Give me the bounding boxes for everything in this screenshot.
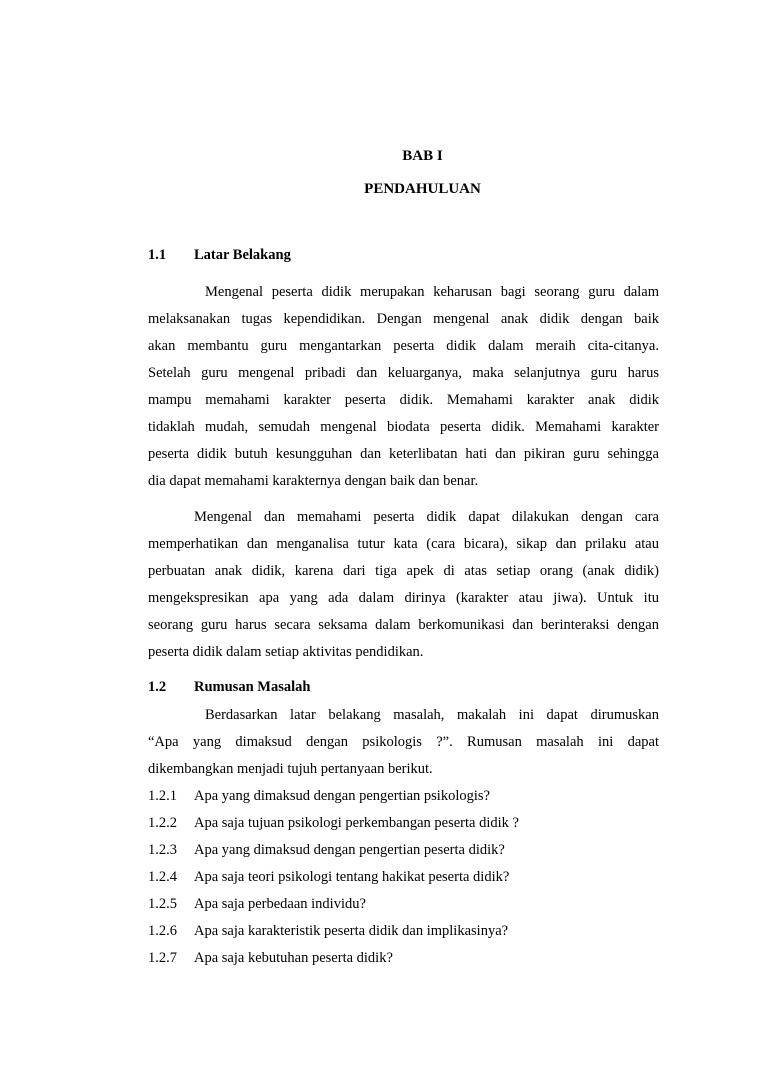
paragraph-line: melaksanakan tugas kependidikan. Dengan mengenal anak didik dengan baik bbox=[148, 311, 659, 327]
section-number: 1.2 bbox=[148, 679, 167, 695]
paragraph-line: dikembangkan menjadi tujuh pertanyaan berikut. bbox=[148, 761, 433, 777]
list-item-number: 1.2.6 bbox=[148, 923, 177, 939]
paragraph-line: memperhatikan dan menganalisa tutur kata (cara bicara), sikap dan prilaku atau bbox=[148, 536, 659, 552]
list-item-number: 1.2.2 bbox=[148, 815, 177, 831]
section-title: Latar Belakang bbox=[194, 247, 291, 263]
list-item: Apa saja tujuan psikologi perkembangan peserta didik ? bbox=[194, 815, 519, 831]
list-item-number: 1.2.3 bbox=[148, 842, 177, 858]
section-title: Rumusan Masalah bbox=[194, 679, 311, 695]
list-item: Apa yang dimaksud dengan pengertian peserta didik? bbox=[194, 842, 505, 858]
list-item: Apa yang dimaksud dengan pengertian psikologis? bbox=[194, 788, 490, 804]
list-item-number: 1.2.4 bbox=[148, 869, 177, 885]
paragraph-line: peserta didik dalam setiap aktivitas pendidikan. bbox=[148, 644, 424, 660]
paragraph-line: mampu memahami karakter peserta didik. Memahami karakter anak didik bbox=[148, 392, 659, 408]
paragraph-line: seorang guru harus secara seksama dalam berkomunikasi dan berinteraksi dengan bbox=[148, 617, 659, 633]
paragraph-line: Mengenal dan memahami peserta didik dapat dilakukan dengan cara bbox=[194, 509, 659, 525]
list-item-number: 1.2.5 bbox=[148, 896, 177, 912]
chapter-label: BAB I bbox=[402, 148, 443, 164]
list-item: Apa saja kebutuhan peserta didik? bbox=[194, 950, 393, 966]
paragraph-line: tidaklah mudah, semudah mengenal biodata peserta didik. Memahami karakter bbox=[148, 419, 659, 435]
list-item: Apa saja teori psikologi tentang hakikat peserta didik? bbox=[194, 869, 510, 885]
paragraph-line: dia dapat memahami karakternya dengan baik dan benar. bbox=[148, 473, 479, 489]
section-number: 1.1 bbox=[148, 247, 167, 263]
list-item: Apa saja perbedaan individu? bbox=[194, 896, 366, 912]
paragraph-line: Setelah guru mengenal pribadi dan keluarganya, maka selanjutnya guru harus bbox=[148, 365, 659, 381]
list-item-number: 1.2.1 bbox=[148, 788, 177, 804]
paragraph-line: peserta didik butuh kesungguhan dan keterlibatan hati dan pikiran guru sehingga bbox=[148, 446, 659, 462]
list-item-number: 1.2.7 bbox=[148, 950, 177, 966]
paragraph-line: akan membantu guru mengantarkan peserta didik dalam meraih cita-citanya. bbox=[148, 338, 659, 354]
list-item: Apa saja karakteristik peserta didik dan implikasinya? bbox=[194, 923, 509, 939]
chapter-title: PENDAHULUAN bbox=[364, 181, 481, 197]
paragraph-line: Berdasarkan latar belakang masalah, makalah ini dapat dirumuskan bbox=[205, 707, 659, 723]
paragraph-line: perbuatan anak didik, karena dari tiga apek di atas setiap orang (anak didik) bbox=[148, 563, 659, 579]
paragraph-line: “Apa yang dimaksud dengan psikologis ?”. Rumusan masalah ini dapat bbox=[148, 734, 659, 750]
paragraph-line: Mengenal peserta didik merupakan keharusan bagi seorang guru dalam bbox=[205, 284, 659, 300]
paragraph-line: mengekspresikan apa yang ada dalam dirinya (karakter atau jiwa). Untuk itu bbox=[148, 590, 659, 606]
